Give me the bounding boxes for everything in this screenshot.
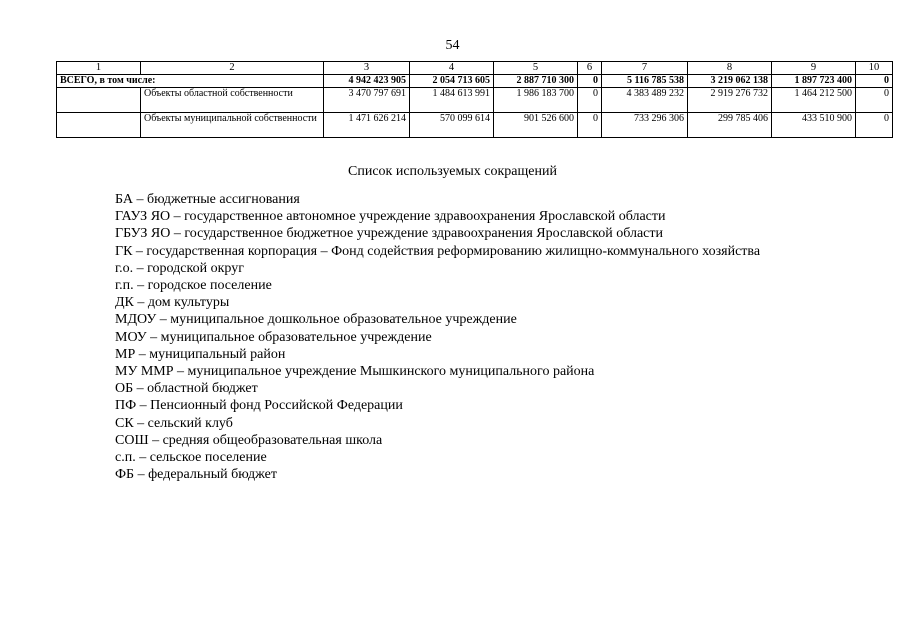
table-cell: 733 296 306 (602, 113, 688, 138)
list-item: ПФ – Пенсионный фонд Российской Федерации (115, 398, 403, 414)
list-item: МДОУ – муниципальное дошкольное образовательное учреждение (115, 312, 517, 328)
list-item: СК – сельский клуб (115, 415, 233, 431)
list-item: СОШ – средняя общеобразовательная школа (115, 432, 383, 448)
row-label: Объекты областной собственности (141, 88, 324, 113)
financing-table (56, 61, 893, 138)
table-header-row (57, 62, 893, 75)
table-row (57, 88, 893, 113)
empty-cell (57, 88, 141, 113)
table-cell: 433 510 900 (772, 113, 856, 138)
table-cell: 2 887 710 300 (494, 75, 578, 88)
table-cell: 2 054 713 605 (410, 75, 494, 88)
table-cell: 4 383 489 232 (602, 88, 688, 113)
table-cell: 0 (856, 88, 893, 113)
list-item: БА – бюджетные ассигнования (115, 192, 300, 207)
header-cell: 5 (494, 62, 578, 75)
table-cell: 0 (578, 75, 602, 88)
list-item: МР – муниципальный район (115, 346, 286, 362)
table-cell: 3 219 062 138 (688, 75, 772, 88)
table-cell: 5 116 785 538 (602, 75, 688, 88)
list-item: ДК – дом культуры (115, 295, 230, 311)
empty-cell (57, 113, 141, 138)
header-cell: 8 (688, 62, 772, 75)
table-cell: 0 (578, 88, 602, 113)
table-cell: 570 099 614 (410, 113, 494, 138)
list-item: г.п. – городское поселение (115, 278, 272, 294)
table-row-total (57, 75, 893, 88)
row-label: Объекты муниципальной собственности (141, 113, 324, 138)
list-item: ФБ – федеральный бюджет (115, 467, 277, 483)
table-cell: 1 897 723 400 (772, 75, 856, 88)
header-cell: 7 (602, 62, 688, 75)
table-cell: 1 471 626 214 (324, 113, 410, 138)
table-cell: 1 464 212 500 (772, 88, 856, 113)
header-cell: 6 (578, 62, 602, 75)
table-row (57, 113, 893, 138)
list-item: ГК – государственная корпорация – Фонд содействия реформированию жилищно-коммунального хозяйства (115, 243, 761, 259)
table-cell: 2 919 276 732 (688, 88, 772, 113)
page-number: 54 (445, 38, 460, 53)
list-item: МОУ – муниципальное образовательное учреждение (115, 329, 432, 345)
table-cell: 0 (578, 113, 602, 138)
list-item: ГАУЗ ЯО – государственное автономное учреждение здравоохранения Ярославской области (115, 209, 666, 225)
abbreviations-list (115, 191, 760, 483)
table-cell: 4 942 423 905 (324, 75, 410, 88)
list-item: с.п. – сельское поселение (115, 450, 267, 466)
header-cell: 9 (772, 62, 856, 75)
table-cell: 0 (856, 113, 893, 138)
list-item: МУ ММР – муниципальное учреждение Мышкинского муниципального района (115, 364, 595, 380)
header-cell: 1 (57, 62, 141, 75)
header-cell: 4 (410, 62, 494, 75)
list-item: г.о. – городской округ (115, 260, 244, 276)
table-cell: 901 526 600 (494, 113, 578, 138)
list-item: ГБУЗ ЯО – государственное бюджетное учреждение здравоохранения Ярославской области (115, 226, 664, 242)
abbreviations-title: Список используемых сокращений (348, 164, 557, 179)
table-cell: 1 484 613 991 (410, 88, 494, 113)
table-cell: 0 (856, 75, 893, 88)
list-item: ОБ – областной бюджет (115, 381, 258, 397)
table-cell: 1 986 183 700 (494, 88, 578, 113)
header-cell: 10 (856, 62, 893, 75)
header-cell: 2 (141, 62, 324, 75)
table-cell: 3 470 797 691 (324, 88, 410, 113)
row-label: ВСЕГО, в том числе: (57, 75, 324, 88)
header-cell: 3 (324, 62, 410, 75)
table-cell: 299 785 406 (688, 113, 772, 138)
